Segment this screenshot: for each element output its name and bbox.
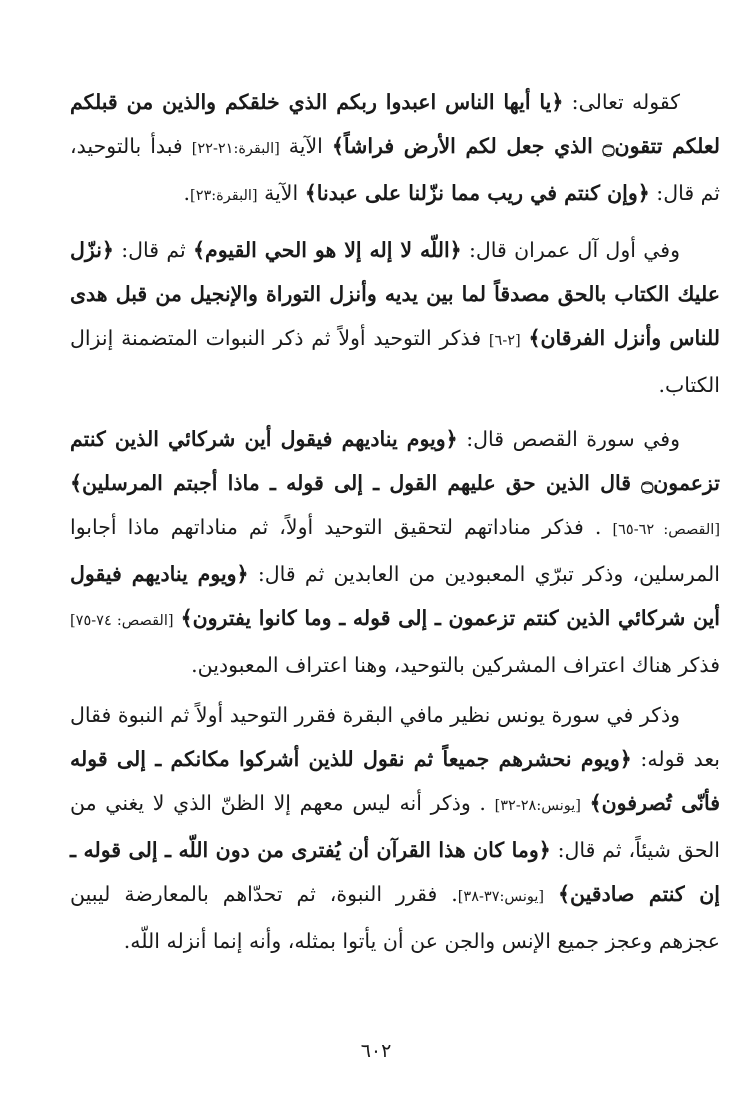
paragraph (70, 693, 720, 963)
paragraph (70, 228, 720, 407)
body-text: الآية (279, 134, 332, 158)
body-text: وذكر في سورة يونس نظير مافي البقرة فقرر التوحيد أولاً ثم النبوة فقال بعد قوله: (70, 703, 720, 771)
body-text: . (183, 181, 191, 205)
quran-verse: ﴿ويوم يناديهم فيقول أين شركائي الذين كنتم تزعمون ـ إلى قوله ـ وما كانوا يفترون﴾ (70, 562, 720, 630)
quran-verse: ﴿ويوم نحشرهم جميعاً ثم نقول للذين أشركوا مكانكم ـ إلى قوله فأنّى تُصرفون﴾ (70, 747, 720, 815)
quran-verse: ﴿اللّه لا إله إلا هو الحي القيوم﴾ (193, 238, 462, 262)
body-text (581, 791, 590, 815)
quran-verse: ﴿نزّل عليك الكتاب بالحق مصدقاً لما بين يديه وأنزل التوراة والإنجيل من قبل هدى للناس وأنزل الفرقان﴾ (70, 238, 720, 350)
verse-reference: [القصص: ٦٢-٦٥] (612, 522, 720, 538)
quran-verse: ﴿يا أيها الناس اعبدوا ربكم الذي خلقكم والذين من قبلكم لعلكم تتقون۝ الذي جعل لكم الأرض فراشاً﴾ (70, 90, 720, 158)
quran-verse: ﴿وإن كنتم في ريب مما نزّلنا على عبدنا﴾ (304, 181, 650, 205)
body-text: وفي أول آل عمران قال: (461, 238, 680, 262)
paragraph (70, 80, 720, 218)
body-text (544, 882, 558, 906)
body-text: ثم قال: (113, 238, 194, 262)
quran-verse: ﴿ويوم يناديهم فيقول أين شركائي الذين كنتم تزعمون۝ قال الذين حق عليهم القول ـ إلى قوله ـ ماذا أجبتم المرسلين﴾ (70, 427, 720, 495)
body-text (174, 606, 181, 630)
body-text: . وذكر أنه ليس معهم إلا الظنّ الذي لا يغني من الحق شيئاً، ثم قال: (70, 791, 720, 862)
body-text: فبدأ بالتوحيد، ثم قال: (70, 134, 720, 205)
page-number: ٦٠٢ (360, 1040, 392, 1062)
paragraph (70, 417, 720, 687)
verse-reference: [يونس:٣٧-٣٨] (457, 889, 545, 905)
verse-reference: [البقرة:٢٣] (190, 188, 258, 204)
body-text: . فقرر النبوة، ثم تحدّاهم بالمعارضة ليبين عجزهم وعجز جميع الإنس والجن عن أن يأتوا بمثله، وأنه إنما أنزله اللّه. (70, 882, 720, 953)
body-text: فذكر هناك اعتراف المشركين بالتوحيد، وهنا اعتراف المعبودين. (191, 653, 720, 677)
verse-reference: [القصص: ٧٤-٧٥] (70, 613, 174, 629)
verse-reference: [يونس:٢٨-٣٢] (494, 798, 581, 814)
body-text: كقوله تعالى: (563, 90, 680, 114)
body-text: . فذكر مناداتهم لتحقيق التوحيد أولاً، ثم مناداتهم ماذا أجابوا المرسلين، وذكر تبرّي المعبودين من العابدين ثم قال: (70, 515, 720, 586)
verse-reference: [البقرة:٢١-٢٢] (191, 141, 280, 157)
verse-reference: [٢-٦] (488, 333, 521, 349)
page-body (70, 80, 720, 973)
quran-verse: ﴿وما كان هذا القرآن أن يُفترى من دون اللّه ـ إلى قوله ـ إن كنتم صادقين﴾ (70, 838, 720, 906)
body-text: الآية (257, 181, 305, 205)
body-text: فذكر التوحيد أولاً ثم ذكر النبوات المتضمنة إنزال الكتاب. (70, 326, 720, 397)
body-text: وفي سورة القصص قال: (457, 427, 680, 451)
